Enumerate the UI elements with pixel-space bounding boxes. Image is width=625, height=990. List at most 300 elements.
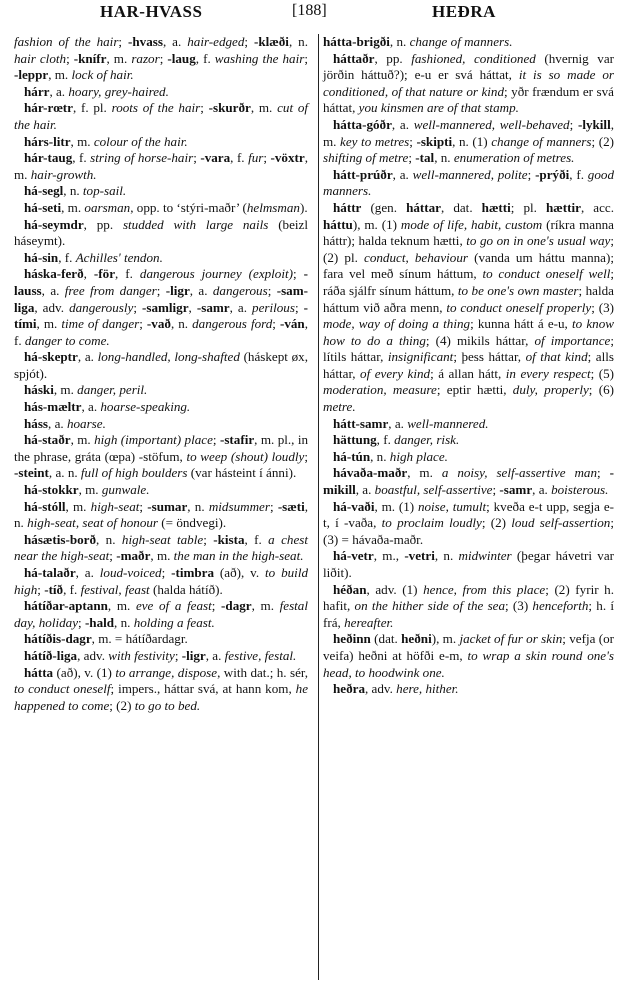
entry-text: , pp. <box>83 216 123 232</box>
entry-text: ), m. <box>431 631 460 647</box>
entry-text: , dat. <box>440 199 482 215</box>
page-number: [188] <box>292 2 327 19</box>
entry-text: ; <box>492 482 500 498</box>
entry-text: , n. <box>96 531 122 547</box>
headword: há-stokkr <box>24 482 79 498</box>
entry-text: ; ráða sjálfr sínum háttum, <box>323 266 614 298</box>
headword: há-tún <box>333 448 371 464</box>
entry-text: ; þess háttar, <box>453 349 526 365</box>
subentry: heðni <box>401 631 432 647</box>
entry-text: ; (3) <box>505 598 533 614</box>
gloss: holding a feast. <box>133 614 215 630</box>
subentry: -ligr <box>165 282 190 298</box>
entry-text: , m. <box>65 498 91 514</box>
entry-text: , m. <box>70 133 94 149</box>
dictionary-entry <box>323 548 614 581</box>
entry-text: ; <box>200 100 209 116</box>
entry-text: , f. <box>115 266 140 282</box>
gloss: dangerous ford <box>192 316 273 332</box>
dictionary-entry <box>14 134 308 151</box>
headword: há-stóll <box>24 498 66 514</box>
gloss: free from danger <box>64 282 157 298</box>
entry-text: ; (2) pl. <box>323 233 614 265</box>
gloss: to build high <box>14 565 308 597</box>
dictionary-entry <box>14 532 308 565</box>
gloss: hair cloth <box>14 50 67 66</box>
entry-text: ), m. (1) <box>352 216 401 232</box>
dictionary-entry <box>14 631 308 648</box>
right-column <box>323 34 614 698</box>
gloss: henceforth <box>532 598 589 614</box>
entry-text: , n. <box>14 498 309 531</box>
entry-text: (að), v. (1) <box>53 664 116 680</box>
entry-text: , n. <box>434 150 454 166</box>
subentry: hætti <box>481 199 511 215</box>
entry-text: , m. <box>14 150 308 182</box>
entry-text: , n. <box>389 34 410 49</box>
subentry: -vara <box>200 150 231 166</box>
gloss: helmsman <box>246 199 300 215</box>
entry-text: , f. <box>569 166 588 182</box>
entry-text: ; <box>293 266 304 282</box>
gloss: noise, tumult <box>417 498 487 514</box>
dictionary-entry <box>14 382 308 399</box>
headword: há-sin <box>24 249 59 265</box>
gloss: danger, peril. <box>77 382 148 398</box>
gloss: moderation, measure <box>323 382 437 398</box>
gloss: razor <box>131 50 160 66</box>
gloss: to conduct oneself <box>14 681 111 697</box>
entry-text: ; <box>304 448 308 464</box>
entry-text: , f. <box>195 50 215 66</box>
headword: hátíð-liga <box>24 647 78 663</box>
gloss: fur <box>248 150 264 166</box>
entry-text: ; pl. <box>510 199 547 215</box>
gloss: to know how to do a thing <box>323 316 614 348</box>
entry-text: ; (2) fyrir h. hafit, <box>323 581 614 614</box>
entry-text: ; (2) <box>109 697 135 713</box>
subentry: -knífr <box>73 50 107 66</box>
dictionary-entry <box>14 250 308 267</box>
headword: hárs-litr <box>24 133 71 149</box>
headword: háttr <box>333 199 362 215</box>
headword: heðra <box>333 681 365 697</box>
gloss: change of manners <box>491 133 592 149</box>
gloss: hence, from this place <box>423 581 546 597</box>
dictionary-entry <box>14 665 308 715</box>
dictionary-entry <box>14 482 308 499</box>
entry-text: (að), v. <box>214 565 266 580</box>
entry-text: (hvernig var jörðin háttuð?); e-u er svá háttat, <box>323 50 615 83</box>
subentry: -prýði <box>535 166 570 182</box>
gloss: hoarse. <box>66 415 106 431</box>
entry-text: ; <box>211 598 222 614</box>
subentry: -tími <box>14 299 309 332</box>
entry-text: (gen. <box>361 199 407 215</box>
headword: há-talaðr <box>24 565 76 580</box>
entry-text: ; kunna hátt á e-u, <box>470 316 572 332</box>
entry-text: ; h. í frá, <box>323 598 614 630</box>
entry-text: ; (5) <box>590 365 614 381</box>
headword: háska-ferð <box>24 266 84 282</box>
entry-text: , n. <box>63 183 83 199</box>
gloss: high place. <box>389 448 448 464</box>
gloss: to go to bed. <box>134 697 201 713</box>
headword: hár-taug <box>24 150 73 166</box>
headword: há-seti <box>24 199 62 215</box>
gloss: to be one's own master <box>457 282 579 298</box>
gloss: washing the hair <box>214 50 305 66</box>
gloss: shifting of metre <box>323 150 409 166</box>
gloss: gunwale. <box>101 482 150 498</box>
entry-text: , m. <box>61 199 85 215</box>
entry-text: , a. <box>189 282 213 298</box>
entry-text: , m. <box>48 67 72 83</box>
entry-text: , n. (1) <box>452 133 492 149</box>
gloss: hair-edged <box>187 34 245 49</box>
subentry: -sumar <box>147 498 188 514</box>
dictionary-entry <box>323 681 614 698</box>
entry-text: ; <box>66 50 74 66</box>
entry-text: ; <box>109 548 117 564</box>
entry-text: (vanda um háttu manna); fara vel með sínum háttum, <box>323 249 614 282</box>
entry-text: , <box>83 266 94 282</box>
entry-text: , n. <box>370 448 390 464</box>
gloss: well-mannered, well-behaved <box>413 116 570 132</box>
gloss: of importance <box>534 332 611 348</box>
gloss: jacket of fur or skin <box>459 631 563 647</box>
gloss: a chest near the high-seat <box>14 531 308 564</box>
dictionary-entry <box>323 449 614 466</box>
gloss: festal day, holiday <box>14 598 308 630</box>
gloss: you kinsmen are of that stamp. <box>358 100 519 116</box>
entry-text: ; <box>272 316 280 332</box>
entry-text: ; <box>203 531 214 547</box>
entry-text: , n. <box>434 548 459 564</box>
entry-text: ; <box>527 166 536 182</box>
entry-text: , m. <box>36 316 62 332</box>
entry-text: ; <box>78 614 85 630</box>
gloss: Achilles' tendon. <box>75 249 163 265</box>
headword: hátt-prúðr <box>333 166 393 182</box>
column-divider <box>318 34 319 980</box>
entry-text: ; <box>161 565 172 580</box>
entry-text: , m. <box>323 116 614 149</box>
gloss: midsummer <box>208 498 270 514</box>
page-header <box>0 0 625 28</box>
gloss: boastful, self-assertive <box>374 482 493 498</box>
entry-text: , a. <box>388 415 408 431</box>
gloss: well-mannered. <box>407 415 489 431</box>
entry-text: ; kveða e-t upp, segja e-t, í -vaða, <box>323 498 614 531</box>
entry-text: , m. <box>150 548 174 564</box>
dictionary-entry <box>14 432 308 482</box>
headword: hátta-brigði <box>323 34 390 49</box>
gloss: oarsman <box>84 199 131 215</box>
entry-text: (halda hátíð). <box>149 581 223 597</box>
gloss: hereafter. <box>344 614 394 630</box>
entry-text: , <box>188 299 197 315</box>
entry-text: , m. = hátíðardagr. <box>91 631 188 647</box>
gloss: to conduct oneself properly <box>446 299 592 315</box>
subentry: -leppr <box>14 67 49 83</box>
subentry: -dagr <box>221 598 252 614</box>
gloss: boisterous. <box>551 482 609 498</box>
entry-text: , m. <box>407 465 442 481</box>
entry-text: , a. <box>81 399 101 415</box>
gloss: hoary, grey-haired. <box>68 83 169 99</box>
headword: hättung <box>333 432 377 448</box>
gloss: to conduct oneself well <box>482 266 611 282</box>
gloss: high (important) place <box>94 432 213 448</box>
headword: há-vetr <box>333 548 374 564</box>
headword: hátíðis-dagr <box>24 631 92 647</box>
dictionary-entry <box>323 631 614 681</box>
entry-text: , m. <box>106 50 132 66</box>
entry-text: , m. <box>53 382 78 398</box>
entry-text: , a. <box>162 34 188 49</box>
subentry: -sæti <box>277 498 305 514</box>
gloss: fashioned, conditioned <box>411 50 536 66</box>
entry-text: , a. <box>77 349 98 365</box>
gloss: fashion of the hair <box>14 34 119 49</box>
entry-text: , n. <box>187 498 209 514</box>
gloss: he happened to come <box>14 681 308 713</box>
gloss: hoarse-speaking. <box>100 399 191 415</box>
entry-text: ). <box>299 199 308 215</box>
entry-text: , n. <box>170 316 193 332</box>
entry-text: , n. <box>288 34 308 49</box>
subentry: -lykill <box>577 116 611 132</box>
entry-text: ; yðr frændum er svá háttat, <box>323 83 614 116</box>
entry-text: , m. <box>107 598 136 614</box>
entry-text: ; lítils háttar, <box>323 332 614 365</box>
headword: há-skeptr <box>24 349 78 365</box>
gloss: festive, festal. <box>224 647 297 663</box>
entry-text: ; (6) <box>588 382 614 398</box>
gloss: festival, feast <box>80 581 150 597</box>
headword: há-seymdr <box>24 216 84 232</box>
gloss: to go on in one's usual way <box>466 233 611 249</box>
entry-text: ; <box>133 299 142 315</box>
dictionary-entry <box>14 499 308 532</box>
gloss: duly, properly <box>512 382 589 398</box>
entry-text: , a. <box>75 565 100 580</box>
entry-text: , a. <box>391 116 414 132</box>
entry-text: ; <box>212 432 220 448</box>
subentry: -steint <box>14 465 49 481</box>
gloss: studded with large nails <box>122 216 269 232</box>
gloss: on the hither side of the sea <box>354 598 506 614</box>
entry-text: , f. <box>72 150 91 166</box>
dictionary-entry <box>14 565 308 598</box>
gloss: lock of hair. <box>71 67 134 83</box>
gloss: loud self-assertion <box>511 515 611 531</box>
subentry: háttu <box>323 216 353 232</box>
gloss: loud-voiced <box>99 565 162 580</box>
gloss: change of manners. <box>409 34 513 49</box>
gloss: to wrap a skin round one's head, to hoodwink one. <box>323 647 614 680</box>
subentry: -samligr <box>142 299 189 315</box>
gloss: high-seat table <box>121 531 204 547</box>
entry-text: ; <box>263 150 271 166</box>
gloss: mode of life, habit, custom <box>400 216 543 232</box>
entry-text: ; impers., háttar svá, at hann kom, <box>110 681 296 697</box>
gloss: a noisy, self-assertive man <box>441 465 598 481</box>
entry-text: ; <box>409 133 417 149</box>
subentry: -vöxtr <box>270 150 305 166</box>
subentry: -skurðr <box>208 100 251 116</box>
entry-text: ; <box>569 116 578 132</box>
dictionary-entry <box>323 200 614 416</box>
subentry: -samr <box>499 482 533 498</box>
dictionary-entry <box>14 399 308 416</box>
entry-text: , m. <box>70 432 95 448</box>
entry-text: ; <box>304 50 308 66</box>
gloss: danger, risk. <box>394 432 460 448</box>
subentry: -vetri <box>404 548 435 564</box>
entry-text: , a. n. <box>48 465 81 481</box>
subentry: -kista <box>213 531 245 547</box>
entry-text: , m. <box>250 100 278 116</box>
entry-text: ; eptir hætti, <box>436 382 513 398</box>
gloss: hair-growth. <box>30 166 97 182</box>
entry-text: , m. <box>78 482 102 498</box>
dictionary-entry <box>323 499 614 549</box>
gloss: good manners. <box>323 166 614 199</box>
entry-text: ; (2) <box>481 515 512 531</box>
entry-text: , adv. <box>365 681 397 697</box>
entry-text: , a. <box>355 482 375 498</box>
gloss: dangerous journey (exploit) <box>139 266 293 282</box>
entry-continuation <box>323 34 614 51</box>
subentry: -samr <box>196 299 230 315</box>
gloss: metre. <box>323 399 356 415</box>
entry-text: , n. <box>114 614 134 630</box>
subentry: -maðr <box>116 548 151 564</box>
headword: há-segl <box>24 183 64 199</box>
entry-text: ; <box>294 299 304 315</box>
entry-text: , a. <box>392 166 413 182</box>
subentry: -hald <box>84 614 115 630</box>
entry-text: , a. <box>41 282 65 298</box>
entry-text: ; <box>244 34 255 49</box>
entry-text: (þegar hávetri var liðit). <box>323 548 614 580</box>
dictionary-entry <box>14 598 308 631</box>
subentry: -laug <box>167 50 196 66</box>
entry-text: , f. <box>14 316 308 348</box>
entry-text: , acc. <box>580 199 614 215</box>
headword: heðinn <box>333 631 371 647</box>
headword: hás-mæltr <box>24 399 82 415</box>
headword: hátt-samr <box>333 415 389 431</box>
gloss: it is so made or conditioned, of that nature or kind <box>323 67 614 99</box>
dictionary-entry <box>323 582 614 632</box>
dictionary-entry <box>14 150 308 183</box>
entry-text: ; (2) <box>591 133 614 149</box>
headword: hárr <box>24 83 50 99</box>
gloss: cut of the hair. <box>14 100 309 132</box>
entry-text: , m., <box>373 548 405 564</box>
gloss: perilous <box>252 299 295 315</box>
gloss: mode, way of doing a thing <box>323 316 471 332</box>
gloss: conduct, behaviour <box>364 249 468 265</box>
headword: hátíðar-aptann <box>24 598 108 614</box>
entry-text: ; <box>597 465 610 481</box>
headword: há-vaði <box>333 498 375 514</box>
subentry: -tal <box>415 150 435 166</box>
gloss: enumeration of metres. <box>453 150 575 166</box>
gloss: insignificant <box>387 349 454 365</box>
entry-text: (= öndvegi). <box>158 515 227 531</box>
entry-text: ; <box>139 316 147 332</box>
entry-text: (beizl háseymt). <box>14 216 308 249</box>
gloss: the man in the high-seat. <box>173 548 304 564</box>
entry-text: ; <box>118 34 129 49</box>
gloss: to arrange, dispose <box>115 664 218 680</box>
dictionary-entry <box>323 416 614 433</box>
entry-text: , a. <box>532 482 552 498</box>
entry-text: , a. <box>48 415 67 431</box>
entry-text: ; <box>156 282 166 298</box>
gloss: eve of a feast <box>135 598 212 614</box>
entry-text: , f. <box>376 432 395 448</box>
entry-text: (háskept øx, spjót). <box>14 349 308 381</box>
gloss: long-handled, long-shafted <box>97 349 240 365</box>
subentry: -klæði <box>254 34 289 49</box>
entry-text: , a. <box>49 83 69 99</box>
dictionary-entry <box>14 100 308 133</box>
gloss: colour of the hair. <box>93 133 188 149</box>
subentry: háttar <box>406 199 441 215</box>
gloss: high-seat <box>90 498 140 514</box>
entry-text: ; vefja (or veifa) heðni at höfði e-m, <box>323 631 615 663</box>
headword: hásætis-borð <box>24 531 97 547</box>
gloss: well-mannered, polite <box>412 166 528 182</box>
dictionary-entry <box>323 432 614 449</box>
entry-text: , f. <box>58 249 76 265</box>
headword: hátta-góðr <box>333 116 392 132</box>
dictionary-entry <box>14 416 308 433</box>
entry-text: , m. pl., in the phrase, gráta (œpa) -stöfum, <box>14 432 309 464</box>
subentry: -mikill <box>323 465 614 498</box>
header-left-guideword: HAR-HVASS <box>100 2 203 21</box>
subentry: -vað <box>146 316 171 332</box>
subentry: -ván <box>279 316 305 332</box>
entry-text: , pp. <box>374 50 412 66</box>
headword: hávaða-maðr <box>333 465 408 481</box>
left-column <box>14 34 308 714</box>
gloss: midwinter <box>458 548 512 564</box>
entry-text: ; <box>267 282 277 298</box>
entry-text: ; alls háttar, <box>323 349 614 381</box>
entry-text: , f. <box>244 531 269 547</box>
dictionary-entry <box>14 648 308 665</box>
entry-text: , f. <box>63 581 81 597</box>
subentry: -sam-liga <box>14 282 308 315</box>
dictionary-entry <box>14 84 308 101</box>
subentry: hættir <box>546 199 581 215</box>
entry-text: ; <box>139 498 148 514</box>
entry-text: ; (4) mikils háttar, <box>425 332 535 348</box>
entry-text: , with dat.; h. sér, <box>217 664 308 680</box>
entry-text: ; <box>174 647 182 663</box>
gloss: high-seat, seat of honour <box>27 515 159 531</box>
entry-text: ; <box>408 150 416 166</box>
entry-text: , f. pl. <box>72 100 112 116</box>
entry-text: ; <box>37 581 45 597</box>
entry-text: ; <box>159 50 168 66</box>
